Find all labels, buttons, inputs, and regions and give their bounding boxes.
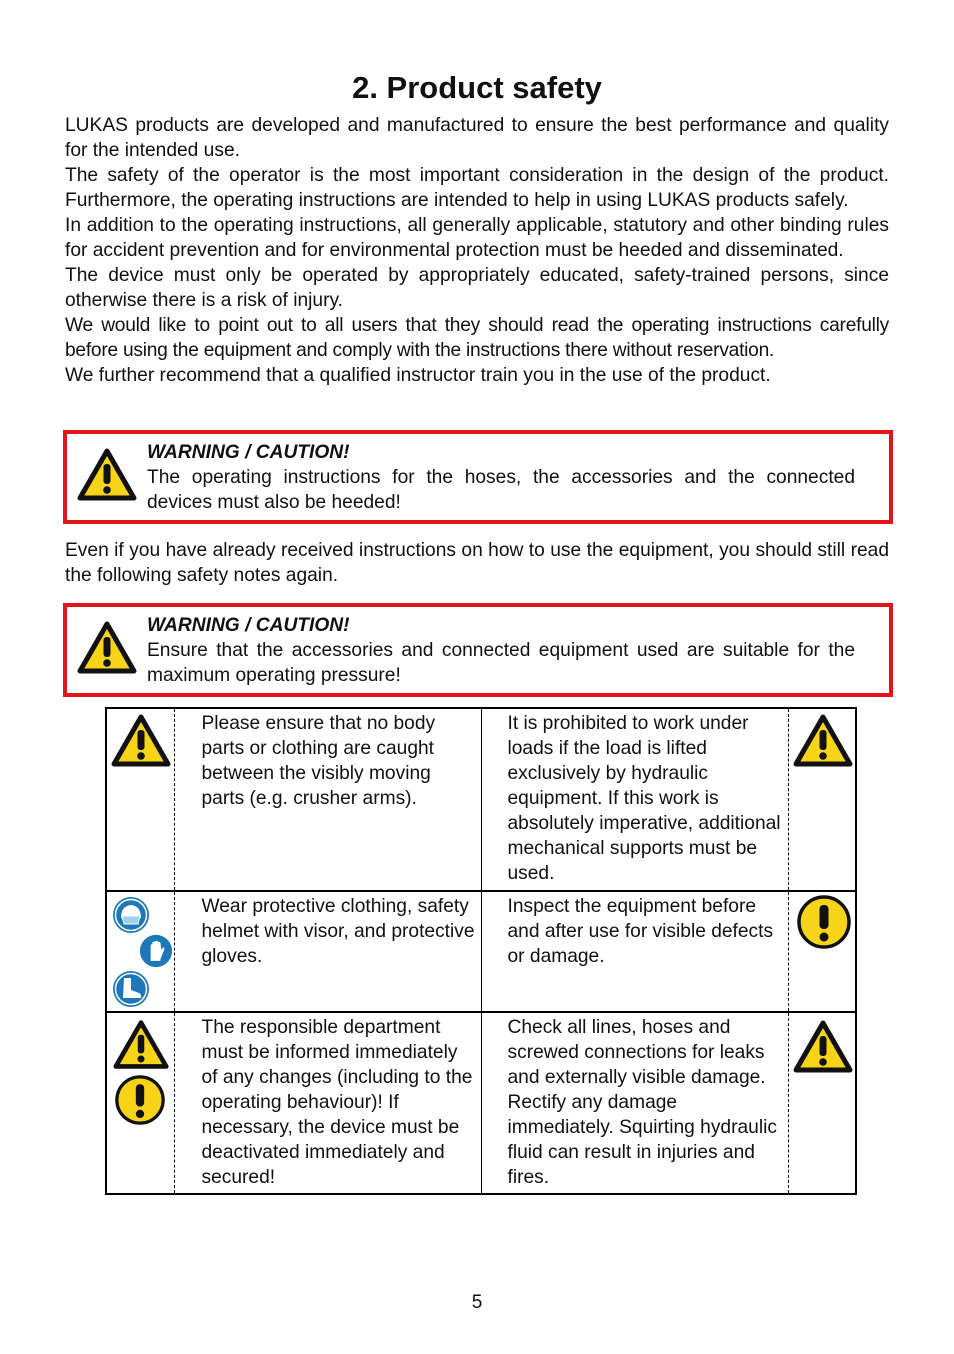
safety-note: Wear protective clothing, safety helmet with visor, and protective gloves. bbox=[174, 891, 481, 1012]
boots-icon bbox=[112, 970, 150, 1008]
table-row bbox=[106, 708, 856, 891]
warning-box bbox=[63, 603, 893, 697]
warning-triangle-icon bbox=[77, 448, 137, 502]
icon-cell bbox=[788, 1012, 856, 1194]
icon-cell bbox=[788, 708, 856, 891]
warning-text: Ensure that the accessories and connected equipment used are suitable for the maximum operating pressure! bbox=[147, 640, 855, 686]
exclamation-circle-icon bbox=[797, 895, 851, 949]
safety-note: Please ensure that no body parts or clothing are caught between the visibly moving parts (e.g. crusher arms). bbox=[174, 708, 481, 891]
safety-notes-intro: Even if you have already received instructions on how to use the equipment, you should still read the following safety notes again. bbox=[65, 540, 889, 586]
page-number: 5 bbox=[471, 1292, 483, 1313]
intro-paragraph: The device must only be operated by appropriately educated, safety-trained persons, since otherwise there is a risk of injury. bbox=[65, 265, 889, 311]
intro-text bbox=[65, 113, 889, 388]
icon-cell bbox=[106, 1012, 174, 1194]
safety-note: It is prohibited to work under loads if the load is lifted exclusively by hydraulic equipment. If this work is absolutely imperative, additional mechanical supports must be used. bbox=[481, 708, 788, 891]
warning-triangle-icon bbox=[793, 713, 853, 769]
intro-paragraph: We further recommend that a qualified instructor train you in the use of the product. bbox=[65, 365, 771, 386]
warning-text: The operating instructions for the hoses, the accessories and the connected devices must also be heeded! bbox=[147, 467, 855, 513]
safety-note: Check all lines, hoses and screwed connections for leaks and externally visible damage. Rectify any damage immediately. Squirting hydraulic fluid can result in injuries and fires. bbox=[481, 1012, 788, 1194]
icon-cell bbox=[788, 891, 856, 1012]
warning-title: WARNING / CAUTION! bbox=[147, 442, 350, 463]
safety-notes-table bbox=[105, 707, 857, 1195]
gloves-icon bbox=[139, 934, 173, 968]
warning-triangle-icon bbox=[793, 1019, 853, 1075]
table-row bbox=[106, 891, 856, 1012]
intro-paragraph: We would like to point out to all users that they should read the operating instructions carefully before using the equipment and comply with the instructions there without reservation. bbox=[65, 315, 889, 361]
helmet-visor-icon bbox=[112, 896, 150, 934]
exclamation-circle-icon bbox=[115, 1075, 165, 1125]
safety-note: Inspect the equipment before and after use for visible defects or damage. bbox=[481, 891, 788, 1012]
intro-paragraph: The safety of the operator is the most important consideration in the design of the product. Furthermore, the operating instructions are intended to help in using LUKAS products safely. bbox=[65, 165, 889, 211]
warning-triangle-icon bbox=[77, 621, 137, 675]
warning-triangle-icon bbox=[113, 1019, 169, 1071]
icon-cell bbox=[106, 891, 174, 1012]
safety-note: The responsible department must be informed immediately of any changes (including to the operating behaviour)! If necessary, the device must be deactivated immediately and secured! bbox=[174, 1012, 481, 1194]
intro-paragraph: LUKAS products are developed and manufactured to ensure the best performance and quality for the intended use. bbox=[65, 115, 889, 161]
icon-cell bbox=[106, 708, 174, 891]
table-row bbox=[106, 1012, 856, 1194]
intro-paragraph: In addition to the operating instructions, all generally applicable, statutory and other binding rules for accident prevention and for environmental protection must be heeded and disseminated. bbox=[65, 215, 889, 261]
warning-triangle-icon bbox=[111, 713, 171, 769]
warning-box bbox=[63, 430, 893, 524]
page-title: 2. Product safety bbox=[352, 70, 602, 105]
warning-title: WARNING / CAUTION! bbox=[147, 615, 350, 636]
